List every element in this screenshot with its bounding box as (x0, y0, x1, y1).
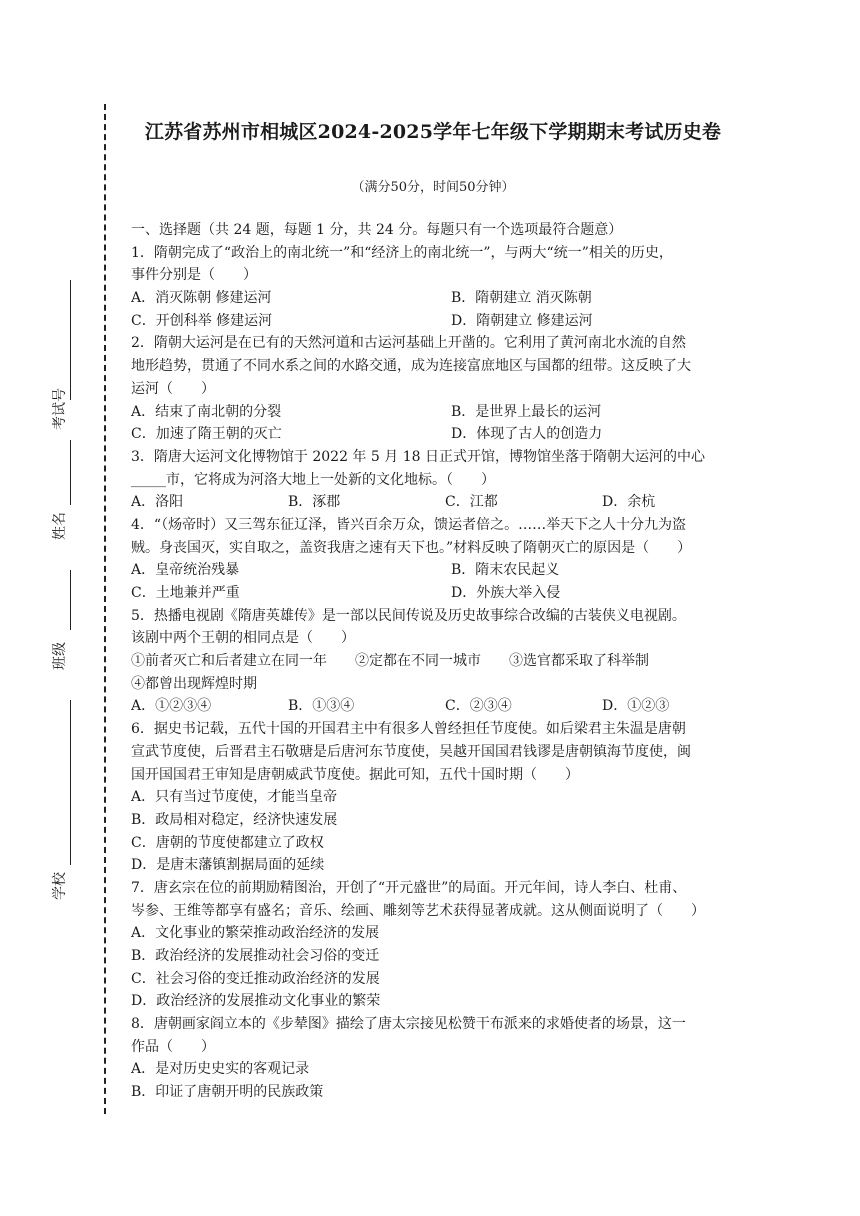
q5-stem-line: ④都曾出现辉煌时期 (131, 675, 257, 692)
q2-options-row (131, 423, 735, 446)
name-field[interactable] (50, 440, 80, 570)
section-heading: 一、选择题（共 24 题，每题 1 分，共 24 分。每题只有一个选项最符合题意） (131, 222, 623, 238)
q2-stem-line: 地形趋势，贯通了不同水系之间的水路交通，成为连接富庶地区与国都的纽带。这反映了大 (131, 358, 691, 375)
q6-stem-line: 6．据史书记载，五代十国的开国君主中有很多人曾经担任节度使。如后梁君主朱温是唐朝 (131, 721, 686, 738)
q3-option-d[interactable]: D．余杭 (602, 494, 656, 511)
class-underline (70, 570, 71, 630)
q5-option-d[interactable]: D．①②③ (602, 698, 670, 715)
q1-option-b[interactable]: B．隋朝建立 消灭陈朝 (451, 290, 592, 307)
q7-option-a[interactable]: A．文化事业的繁荣推动政治经济的发展 (131, 925, 380, 942)
binding-dashed-line (104, 104, 106, 1114)
q4-stem-line: 贼。身丧国灭，实自取之，盖资我唐之速有天下也。”材料反映了隋朝灭亡的原因是（ ） (131, 539, 692, 556)
q5-stem-line: 该剧中两个王朝的相同点是（ ） (131, 630, 355, 647)
q1-stem-line: 1．隋朝完成了“政治上的南北统一”和“经济上的南北统一”，与两大“统一”相关的历史， (131, 244, 673, 261)
q5-option-b[interactable]: B．①③④ (288, 698, 355, 715)
q1-options-row (131, 287, 735, 310)
q2-stem-line: 2．隋朝大运河是在已有的天然河道和古运河基础上开凿的。它利用了黄河南北水流的自然 (131, 335, 686, 352)
q4-stem-line: 4．“（炀帝时）又三驾东征辽泽，皆兴百余万众，馈运者倍之。……举天下之人十分九为盗 (131, 516, 687, 533)
question-list (131, 219, 735, 1104)
q4-options-row (131, 582, 735, 605)
q4-option-c[interactable]: C．土地兼并严重 (131, 585, 240, 601)
q4-options-row (131, 559, 735, 582)
q4-option-d[interactable]: D．外族大举入侵 (451, 585, 561, 601)
q3-stem-line: 3．隋唐大运河文化博物馆于 2022 年 5 月 18 日正式开馆，博物馆坐落于隋朝大运河的中心 (131, 448, 705, 465)
q6-stem-line: 国开国国君王审知是唐朝威武节度使。据此可知，五代十国时期（ ） (131, 766, 579, 783)
q2-option-c[interactable]: C．加速了隋王朝的灭亡 (131, 426, 282, 443)
q8-option-b[interactable]: B．印证了唐朝开明的民族政策 (131, 1084, 324, 1101)
q1-options-row (131, 310, 735, 333)
q2-options-row (131, 401, 735, 424)
q3-option-a[interactable]: A．洛阳 (131, 494, 184, 511)
q7-stem-line: 岑参、王维等都享有盛名；音乐、绘画、雕刻等艺术获得显著成就。这从侧面说明了（ ） (131, 902, 705, 919)
name-underline (70, 440, 71, 505)
q6-option-b[interactable]: B．政局相对稳定，经济快速发展 (131, 811, 338, 828)
exam-title: 江苏省苏州市相城区2024-2025学年七年级下学期期末考试历史卷 (144, 121, 722, 143)
q7-option-b[interactable]: B．政治经济的发展推动社会习俗的变迁 (131, 948, 380, 964)
school-underline (70, 700, 71, 865)
q5-stem-line: ①前者灭亡和后者建立在同一年 ②定都在不同一城市 ③选官都采取了科举制 (131, 653, 649, 670)
exam-number-underline (70, 280, 71, 400)
q6-option-a[interactable]: A．只有当过节度使，才能当皇帝 (131, 789, 338, 806)
exam-number-label: 考试号 (52, 388, 68, 430)
class-label: 班级 (52, 642, 68, 670)
school-label: 学校 (52, 872, 68, 900)
q2-option-b[interactable]: B．是世界上最长的运河 (451, 403, 602, 420)
q8-stem-line: 作品（ ） (131, 1038, 215, 1055)
q2-option-a[interactable]: A．结束了南北朝的分裂 (131, 403, 282, 420)
q3-options-row (131, 491, 735, 514)
q5-option-a[interactable]: A．①②③④ (131, 698, 212, 715)
q1-stem-line: 事件分别是（ ） (131, 267, 257, 284)
class-field[interactable] (50, 570, 80, 700)
q8-option-a[interactable]: A．是对历史史实的客观记录 (131, 1061, 310, 1078)
q2-option-d[interactable]: D．体现了古人的创造力 (451, 426, 603, 443)
q4-option-b[interactable]: B．隋末农民起义 (451, 562, 560, 579)
q3-option-b[interactable]: B．涿郡 (288, 494, 341, 511)
q7-option-d[interactable]: D．政治经济的发展推动文化事业的繁荣 (131, 993, 381, 1010)
q8-stem-line: 8．唐朝画家阎立本的《步辇图》描绘了唐太宗接见松赞干布派来的求婚使者的场景，这一 (131, 1016, 686, 1033)
q1-option-a[interactable]: A．消灭陈朝 修建运河 (131, 290, 272, 307)
q5-option-c[interactable]: C．②③④ (445, 698, 512, 715)
exam-subtitle: （满分50分，时间50分钟） (351, 180, 515, 195)
q3-stem-line: _____市，它将成为河洛大地上一处新的文化地标。（ ） (131, 471, 495, 488)
q5-stem-line: 5．热播电视剧《隋唐英雄传》是一部以民间传说及历史故事综合改编的古装侠义电视剧。 (131, 607, 686, 624)
name-label: 姓名 (52, 512, 68, 540)
q6-stem-line: 宣武节度使，后晋君主石敬瑭是后唐河东节度使，吴越开国国君钱谬是唐朝镇海节度使，闽 (131, 743, 691, 760)
q7-stem-line: 7．唐玄宗在位的前期励精图治，开创了“开元盛世”的局面。开元年间，诗人李白、杜甫、 (131, 879, 687, 896)
q1-option-c[interactable]: C．开创科举 修建运河 (131, 312, 273, 329)
school-field[interactable] (50, 700, 80, 920)
q6-option-c[interactable]: C．唐朝的节度使都建立了政权 (131, 834, 324, 851)
q3-option-c[interactable]: C．江都 (445, 494, 498, 511)
q4-option-a[interactable]: A．皇帝统治残暴 (131, 562, 240, 579)
q2-stem-line: 运河（ ） (131, 380, 215, 397)
q6-option-d[interactable]: D．是唐末藩镇割据局面的延续 (131, 857, 325, 874)
q5-options-row (131, 695, 735, 718)
q1-option-d[interactable]: D．隋朝建立 修建运河 (451, 312, 593, 329)
q7-option-c[interactable]: C．社会习俗的变迁推动政治经济的发展 (131, 970, 380, 987)
